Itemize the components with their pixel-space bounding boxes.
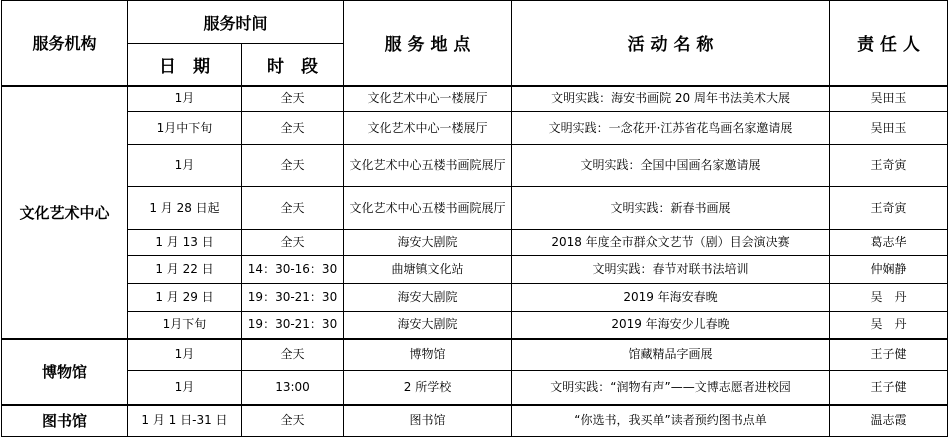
org-cell: 博物馆 <box>2 339 128 405</box>
activity-cell: 文明实践：新春书画展 <box>512 187 830 230</box>
activity-cell: 2019 年海安少儿春晚 <box>512 312 830 339</box>
person-cell: 王子健 <box>830 339 948 371</box>
date-cell: 1月 <box>128 371 242 405</box>
date-cell: 1月 <box>128 145 242 187</box>
period-cell: 14：30-16：30 <box>242 256 344 284</box>
person-cell: 王奇寅 <box>830 187 948 230</box>
header-activity: 活 动 名 称 <box>512 1 830 86</box>
table-row <box>2 187 948 230</box>
activity-cell: 馆藏精品字画展 <box>512 339 830 371</box>
person-cell: 温志霞 <box>830 405 948 437</box>
person-cell: 仲娴静 <box>830 256 948 284</box>
activity-cell: 2018 年度全市群众文艺节（剧）目会演决赛 <box>512 230 830 256</box>
location-cell: 海安大剧院 <box>344 312 512 339</box>
location-cell: 图书馆 <box>344 405 512 437</box>
location-cell: 文化艺术中心一楼展厅 <box>344 86 512 112</box>
period-cell: 全天 <box>242 405 344 437</box>
table-row <box>2 339 948 371</box>
period-cell: 全天 <box>242 187 344 230</box>
person-cell: 吴 丹 <box>830 312 948 339</box>
activity-cell: 文明实践：“润物有声”——文博志愿者进校园 <box>512 371 830 405</box>
location-cell: 博物馆 <box>344 339 512 371</box>
org-cell: 文化艺术中心 <box>2 86 128 339</box>
date-cell: 1 月 1 日-31 日 <box>128 405 242 437</box>
header-service-time: 服务时间 <box>128 1 344 44</box>
table-row <box>2 256 948 284</box>
period-cell: 13:00 <box>242 371 344 405</box>
location-cell: 文化艺术中心五楼书画院展厅 <box>344 187 512 230</box>
location-cell: 2 所学校 <box>344 371 512 405</box>
table-row <box>2 112 948 145</box>
header-period: 时 段 <box>242 44 344 86</box>
location-cell: 文化艺术中心五楼书画院展厅 <box>344 145 512 187</box>
person-cell: 葛志华 <box>830 230 948 256</box>
schedule-table <box>1 0 948 437</box>
table-row <box>2 405 948 437</box>
table-row <box>2 312 948 339</box>
activity-cell: 2019 年海安春晚 <box>512 284 830 312</box>
location-cell: 曲塘镇文化站 <box>344 256 512 284</box>
location-cell: 文化艺术中心一楼展厅 <box>344 112 512 145</box>
period-cell: 全天 <box>242 230 344 256</box>
header-location: 服 务 地 点 <box>344 1 512 86</box>
person-cell: 吴 丹 <box>830 284 948 312</box>
date-cell: 1月中下旬 <box>128 112 242 145</box>
activity-cell: 文明实践：一念花开·江苏省花鸟画名家邀请展 <box>512 112 830 145</box>
table-row <box>2 371 948 405</box>
table-row <box>2 284 948 312</box>
date-cell: 1月下旬 <box>128 312 242 339</box>
person-cell: 吴田玉 <box>830 86 948 112</box>
activity-cell: 文明实践：海安书画院 20 周年书法美术大展 <box>512 86 830 112</box>
period-cell: 全天 <box>242 145 344 187</box>
person-cell: 王奇寅 <box>830 145 948 187</box>
person-cell: 吴田玉 <box>830 112 948 145</box>
date-cell: 1 月 13 日 <box>128 230 242 256</box>
date-cell: 1 月 22 日 <box>128 256 242 284</box>
period-cell: 19：30-21：30 <box>242 312 344 339</box>
date-cell: 1月 <box>128 86 242 112</box>
date-cell: 1月 <box>128 339 242 371</box>
period-cell: 全天 <box>242 112 344 145</box>
date-cell: 1 月 28 日起 <box>128 187 242 230</box>
activity-cell: 文明实践：春节对联书法培训 <box>512 256 830 284</box>
table-row <box>2 145 948 187</box>
org-cell: 图书馆 <box>2 405 128 437</box>
activity-cell: “你选书，我买单”读者预约图书点单 <box>512 405 830 437</box>
period-cell: 全天 <box>242 339 344 371</box>
location-cell: 海安大剧院 <box>344 284 512 312</box>
header-org: 服务机构 <box>2 1 128 86</box>
header-person: 责 任 人 <box>830 1 948 86</box>
period-cell: 19：30-21：30 <box>242 284 344 312</box>
table-row <box>2 86 948 112</box>
activity-cell: 文明实践：全国中国画名家邀请展 <box>512 145 830 187</box>
person-cell: 王子健 <box>830 371 948 405</box>
table-row <box>2 230 948 256</box>
date-cell: 1 月 29 日 <box>128 284 242 312</box>
location-cell: 海安大剧院 <box>344 230 512 256</box>
period-cell: 全天 <box>242 86 344 112</box>
header-date: 日 期 <box>128 44 242 86</box>
